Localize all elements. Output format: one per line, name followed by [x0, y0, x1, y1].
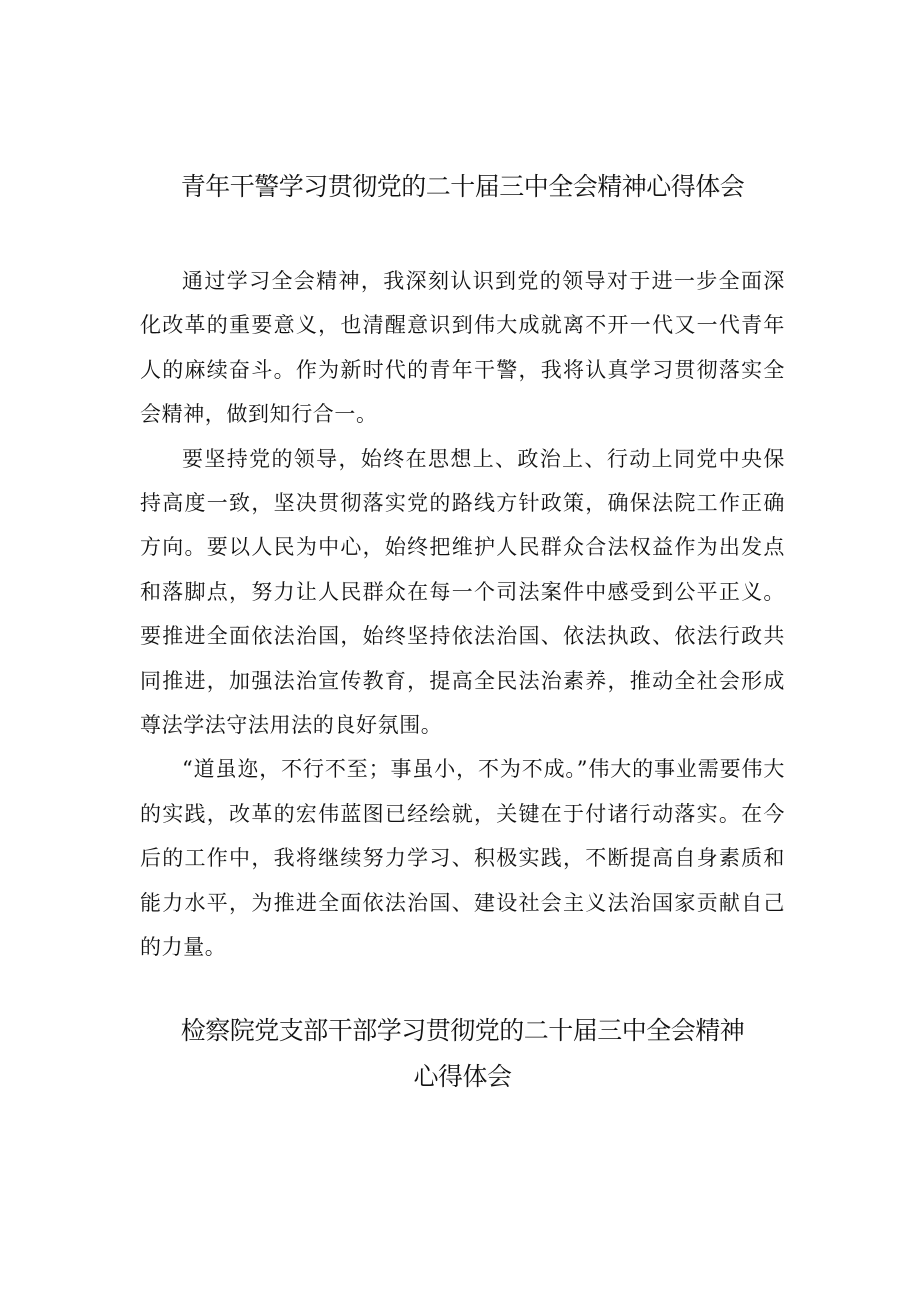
body-paragraph-3: “道虽迩，不行不至；事虽小，不为不成。”伟大的事业需要伟大的实践，改革的宏伟蓝图已经绘就，关键在于付诸行动落实。在今后的工作中，我将继续努力学习、积极实践，不断提高自身素质和能力水平，为推进全面依法治国、建设社会主义法治国家贡献自己的力量。 [140, 757, 785, 960]
document-title: 青年干警学习贯彻党的二十届三中全会精神心得体会 [180, 172, 745, 201]
second-title-line-2: 心得体会 [413, 1062, 512, 1091]
second-title-line-1: 检察院党支部干部学习贯彻党的二十届三中全会精神 [180, 1016, 745, 1045]
body-paragraph-2: 要坚持党的领导，始终在思想上、政治上、行动上同党中央保持高度一致，坚决贯彻落实党的路线方针政策，确保法院工作正确方向。要以人民为中心，始终把维护人民群众合法权益作为出发点和落脚点，努力让人民群众在每一个司法案件中感受到公平正义。要推进全面依法治国，始终坚持依法治国、依法执政、依法行政共同推进，加强法治宣传教育，提高全民法治素养，推动全社会形成尊法学法守法用法的良好氛围。 [140, 446, 785, 738]
document-body [140, 259, 785, 970]
body-paragraph-1: 通过学习全会精神，我深刻认识到党的领导对于进一步全面深化改革的重要意义，也清醒意识到伟大成就离不开一代又一代青年人的麻续奋斗。作为新时代的青年干警，我将认真学习贯彻落实全会精神，做到知行合一。 [140, 269, 785, 427]
second-document-title [140, 1008, 785, 1100]
